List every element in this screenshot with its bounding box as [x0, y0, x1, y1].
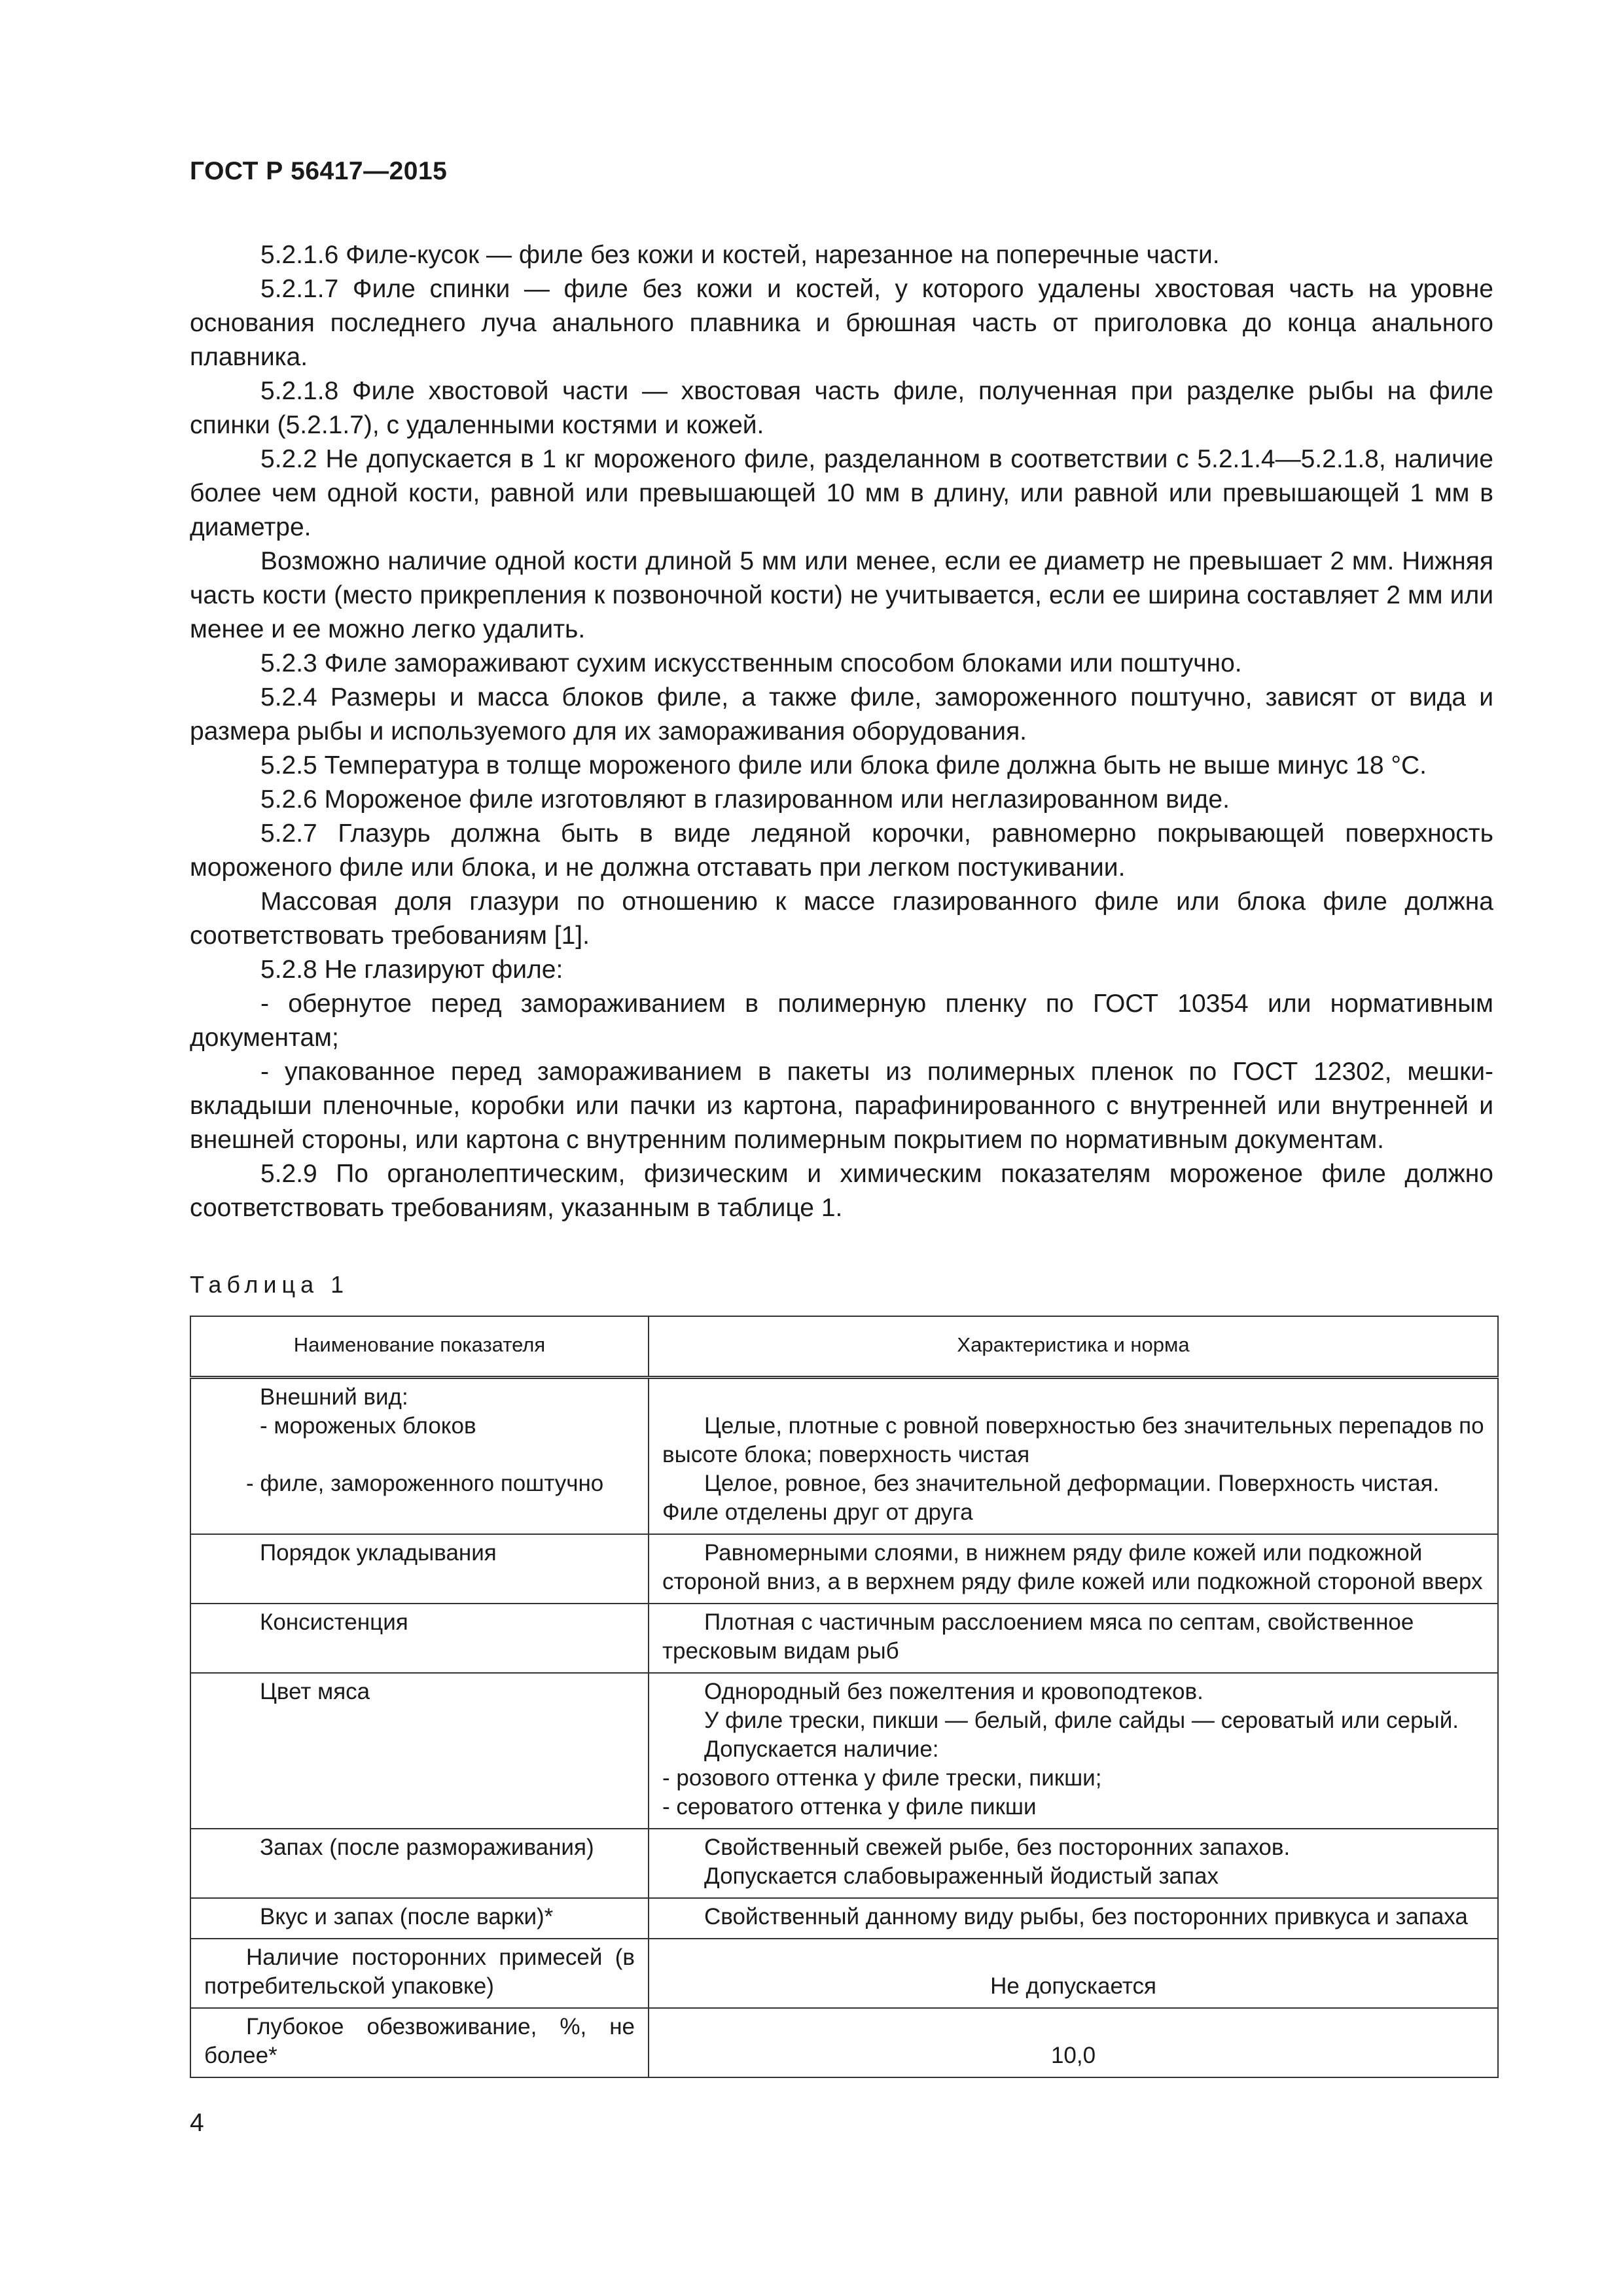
table-row — [190, 1378, 1498, 1535]
table-row — [190, 1604, 1498, 1673]
para-5-2-1-7: 5.2.1.7 Филе спинки — филе без кожи и костей, у которого удалены хвостовая часть на уровне основания последнего луча анального плавника и брюшная часть от приголовка до конца анального плавника. — [190, 275, 1493, 371]
row-label-consistency: Консистенция — [190, 1604, 649, 1673]
table-row — [190, 1673, 1498, 1829]
row-value-consistency: Плотная с частичным расслоением мяса по септам, свойственное тресковым видам рыб — [649, 1604, 1498, 1673]
para-5-2-2: 5.2.2 Не допускается в 1 кг мороженого филе, разделанном в соответствии с 5.2.1.4—5.2.1.8, наличие более чем одной кости, равной или превышающей 10 мм в длину, или равной или превышающей 1 мм в диаметре. — [190, 445, 1493, 541]
row-label-appearance: Внешний вид: - мороженых блоков - филе, замороженного поштучно — [190, 1378, 649, 1535]
row-value-color: Однородный без пожелтения и кровоподтеков. У филе трески, пикши — белый, филе сайды — сероватый или серый. Допускается наличие: - розового оттенка у филе трески, пикши; - сероватого оттенка у филе пикши — [649, 1673, 1498, 1829]
row-label-dehydration: Глубокое обезвоживание, %, не более* — [190, 2008, 649, 2077]
document-page — [190, 157, 1493, 2078]
row-value-appearance: Целые, плотные с ровной поверхностью без значительных перепадов по высоте блока; поверхность чистая Целое, ровное, без значительной деформации. Поверхность чистая. Филе отделены друг от друга — [649, 1378, 1498, 1535]
table-header-row — [190, 1316, 1498, 1378]
indicators-table — [190, 1316, 1499, 2078]
table-row — [190, 1898, 1498, 1939]
table-caption: Таблица 1 — [190, 1271, 349, 1298]
para-5-2-4: 5.2.4 Размеры и масса блоков филе, а также филе, замороженного поштучно, зависят от вида и размера рыбы и используемого для их замораживания оборудования. — [190, 683, 1493, 745]
para-5-2-5: 5.2.5 Температура в толще мороженого филе или блока филе должна быть не выше минус 18 °С. — [260, 751, 1427, 780]
para-bone-note: Возможно наличие одной кости длиной 5 мм или менее, если ее диаметр не превышает 2 мм. Нижняя часть кости (место прикрепления к позвоночной кости) не учитывается, если ее ширина составляет 2 мм или менее и ее можно легко удалить. — [190, 547, 1493, 643]
para-5-2-8: 5.2.8 Не глазируют филе: — [260, 956, 563, 984]
row-value-smell: Свойственный свежей рыбе, без посторонних запахов. Допускается слабовыраженный йодистый запах — [649, 1829, 1498, 1898]
para-5-2-6: 5.2.6 Мороженое филе изготовляют в глазированном или неглазированном виде. — [260, 785, 1230, 814]
document-header: ГОСТ Р 56417—2015 — [190, 157, 448, 185]
row-label-color: Цвет мяса — [190, 1673, 649, 1829]
row-value-impurities: Не допускается — [649, 1939, 1498, 2008]
para-5-2-7: 5.2.7 Глазурь должна быть в виде ледяной корочки, равномерно покрывающей поверхность мороженого филе или блока, и не должна отставать при легком постукивании. — [190, 819, 1493, 882]
para-5-2-1-8: 5.2.1.8 Филе хвостовой части — хвостовая часть филе, полученная при разделке рыбы на филе спинки (5.2.1.7), с удаленными костями и кожей. — [190, 377, 1493, 439]
column-header-indicator: Наименование показателя — [190, 1316, 649, 1378]
row-label-stacking: Порядок укладывания — [190, 1534, 649, 1604]
list-item-polymer-film: - обернутое перед замораживанием в полимерную пленку по ГОСТ 10354 или нормативным документам; — [190, 990, 1493, 1052]
page-number: 4 — [190, 2109, 204, 2137]
row-value-taste: Свойственный данному виду рыбы, без посторонних привкуса и запаха — [649, 1898, 1498, 1939]
table-row — [190, 1829, 1498, 1898]
para-glaze-share: Массовая доля глазури по отношению к массе глазированного филе или блока филе должна соответствовать требованиям [1]. — [190, 888, 1493, 950]
row-value-stacking: Равномерными слоями, в нижнем ряду филе кожей или подкожной стороной вниз, а в верхнем ряду филе кожей или подкожной стороной вверх — [649, 1534, 1498, 1604]
row-label-impurities: Наличие посторонних примесей (в потребительской упаковке) — [190, 1939, 649, 2008]
table-row — [190, 1939, 1498, 2008]
para-5-2-9: 5.2.9 По органолептическим, физическим и химическим показателям мороженое филе должно соответствовать требованиям, указанным в таблице 1. — [190, 1160, 1493, 1222]
column-header-norm: Характеристика и норма — [649, 1316, 1498, 1378]
table-row — [190, 1534, 1498, 1604]
row-value-dehydration: 10,0 — [649, 2008, 1498, 2077]
list-item-packaged: - упакованное перед замораживанием в пакеты из полимерных пленок по ГОСТ 12302, мешки-вкладыши пленочные, коробки или пачки из картона, парафинированного с внутренней или внутренней и внешней стороны, или картона с внутренним полимерным покрытием по нормативным документам. — [190, 1058, 1493, 1154]
row-label-smell: Запах (после размораживания) — [190, 1829, 649, 1898]
para-5-2-3: 5.2.3 Филе замораживают сухим искусственным способом блоками или поштучно. — [260, 649, 1242, 677]
para-5-2-1-6: 5.2.1.6 Филе-кусок — филе без кожи и костей, нарезанное на поперечные части. — [260, 241, 1220, 269]
row-label-taste: Вкус и запах (после варки)* — [190, 1898, 649, 1939]
table-row — [190, 2008, 1498, 2077]
